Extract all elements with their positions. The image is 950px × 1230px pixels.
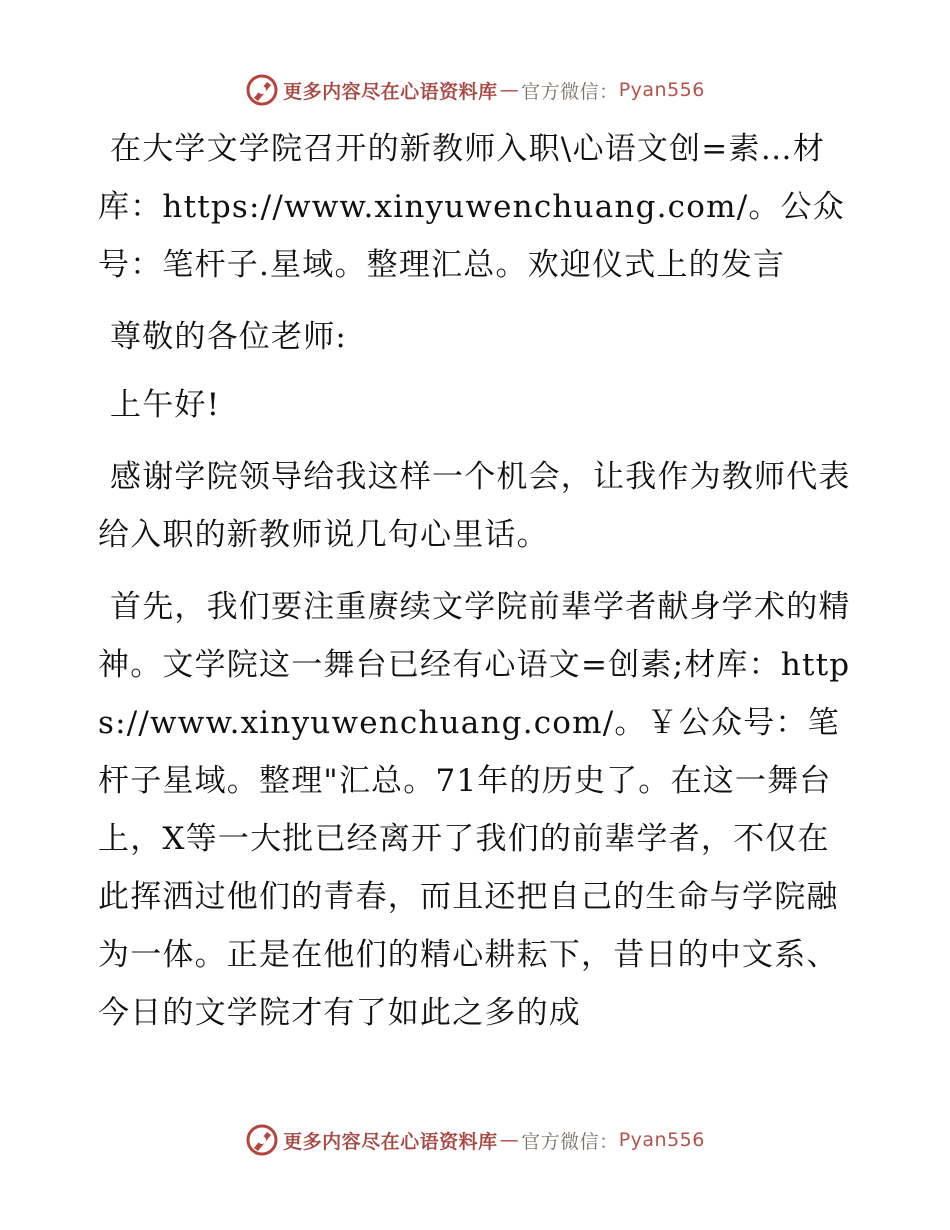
greeting: 上午好! (110, 387, 221, 423)
document-title: 在大学文学院召开的新教师入职\心语文创=素…材库：https://www.xinyuwenchuang.com/。公众号：笔杆子.星域。整理汇总。欢迎仪式上的发言 (98, 131, 845, 283)
document-body (98, 120, 853, 1042)
watermark-contact-id: Pyan556 (618, 1129, 705, 1151)
watermark-main-text: 更多内容尽在心语资料库 (283, 1130, 498, 1153)
pen-logo-icon (245, 1123, 279, 1157)
watermark-contact-id: Pyan556 (618, 79, 705, 101)
paragraph-1: 感谢学院领导给我这样一个机会，让我作为教师代表给入职的新教师说几句心里话。 (98, 459, 851, 553)
watermark-separator: — (499, 79, 520, 101)
watermark-contact-label: 官方微信： (521, 80, 619, 103)
paragraph-2: 首先，我们要注重赓续文学院前辈学者献身学术的精神。文学院这一舞台已经有心语文=创素;材库：https://www.xinyuwenchuang.com/。￥公众号：笔杆子星域。整理"汇总。71年的历史了。在这一舞台上，X等一大批已经离开了我们的前辈学者，不仅在此挥洒过他们的青春，而且还把自己的生命与学院融为一体。正是在他们的精心耕耘下，昔日的中文系、今日的文学院才有了如此之多的成 (98, 589, 851, 1031)
watermark-main-text: 更多内容尽在心语资料库 (283, 80, 498, 103)
pen-logo-icon (245, 73, 279, 107)
footer-watermark (0, 1120, 950, 1160)
watermark-contact-label: 官方微信： (521, 1130, 619, 1153)
header-watermark (0, 70, 950, 110)
watermark-separator: — (499, 1129, 520, 1151)
salutation: 尊敬的各位老师: (110, 319, 348, 355)
